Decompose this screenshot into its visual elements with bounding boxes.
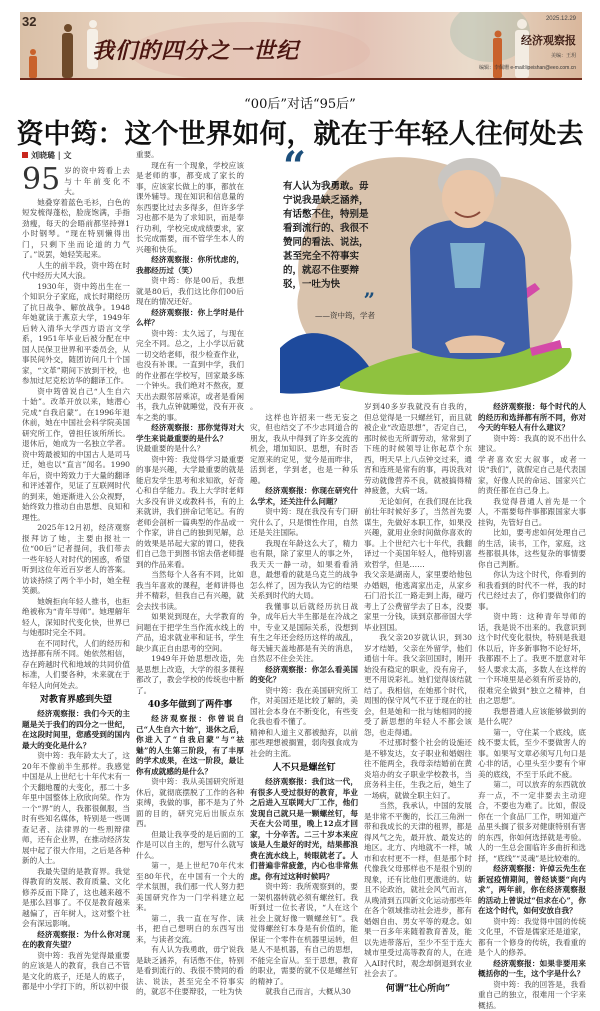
article-headline: 资中筠：这个世界如何，就在于年轻人往何处去 <box>0 112 600 151</box>
paragraph: 我觉得普通人首先是一个人，不需要每件事都跟国家大事挂钩，先管好自己。 <box>478 497 586 529</box>
paragraph: 我父亲是湖南人，家里要给他包办婚姻，他逃离家出走，从家乡石门沿长江一路走到上海，碰巧考上了公费留学去了日本，没要家里一分钱，读到京都帝国大学毕业回国。 <box>364 570 472 633</box>
paragraph: 资中筠：我所观察到的，要一架机器转就必须有螺丝钉。我听到过一位长者说，“人在这个社会上就好像一颗螺丝钉”。我觉得螺丝钉本身是有价值的，能保证一个零件在机器里运转，但是人不是机器，有自己的思想，不能完全盲从。至于思想，教育的职业，需要的就不仅是螺丝钉的精神了。 <box>250 882 358 987</box>
article-column-4 <box>364 402 472 998</box>
interview-question: 经济观察报：我们今天的主题是关于我们的四分之一世纪，在这段时间里，您感受到的国内最大的变化是什么？ <box>22 709 130 751</box>
paragraph: 资中筠：我的回答是，我看重自己的独立，很难用一个字来概括。 <box>478 980 586 1011</box>
section-heading: 40多年做到了两件事 <box>136 699 244 711</box>
paragraph: 资中筠：我从美国研究所退休后，就彻底摆脱了工作的各种束缚，我做的事，都不是为了外面的目的，研究完后出版点东西。 <box>136 777 244 830</box>
article-kicker: “00后”对话“95后” <box>0 93 600 112</box>
paragraph: 就我自己而言，大概从30 <box>250 987 358 998</box>
article-column-2 <box>136 150 244 998</box>
interview-question: 经济观察报：每个时代的人的经历和选择都有所不同，你对今天的年轻人有什么建议？ <box>478 402 586 434</box>
paragraph: 但最让我享受的是后面的工作是可以自主的，想写什么就写什么。 <box>136 830 244 862</box>
paragraph: 这样也许招来一些无妄之灾，但也结交了不少志同道合的朋友，我从中得到了许多交流的机会，增加知识、思想，有时否定原来的定见，觉今是而昨非，活到老，学到老，也是一种乐趣。 <box>250 413 358 487</box>
paragraph: 当然，我承认，中国的发展是非常不平衡的，长江三角洲一带和我成长的天津的租界，都是得风气之先，最开放、最发达的地区。北方、内地就不一样，城市和农村更不一样，但是那个时代像我父母那样也不是很个别的现象，还有比他们更激进的。姑且不论政治，就社会风气而言，从晚清到五四新文化运动那些年在各个领域推动社会进步，都有婚姻自由、男女平等的观念。如果一百多年来随着教育普及，能以先进带落后，至少不至于连大城市里受过高等教育的人，在进入AI时代时，观念却倒退到农业社会去了。 <box>364 801 472 980</box>
paragraph: 1930年，资中筠出生在一个知识分子家庭，成长时期经历了抗日战争、解放战争。1948年她就读于燕京大学，1949年后转入清华大学西方语言文学系，1951年毕业后被分配在中国人民保卫世界和平委员会，从事民间外交，随团访问几十个国家，“文革”期间下放到干校，也参加过尼克松访华的翻译工作。 <box>22 282 130 387</box>
paragraph: 我父亲20岁就认识，到30岁才结婚，父亲在外留学，他们通信十年。我父亲回国时，刚开始没有稳定的职业，没有房子，更不用说彩礼。她们觉得该结就结了。我相信，在她那个时代，周围的保守风气不亚于现在的社会，但是她和一批与她相同的接受了新思想的年轻人不都会该怨，也走得通。 <box>364 633 472 738</box>
interview-question: 经济观察报：你上学时是什么样？ <box>136 308 244 329</box>
paragraph: 资中筠：这种青年导师的话，我是说不出来的。我意识到这个时代变化很快，特别是我退休以后，许多新事物不论好坏，我都跟不上了。我更不愿意对年轻人要求太高，多数人在这样的一个环境里是必须有所妥协的，很难完全做到“独立之精神，自由之思想”。 <box>478 612 586 707</box>
art-editor: 美编：王玥 <box>551 52 576 59</box>
paragraph: 第二，可以放弃的东西就放弃一点，不一定非要去主动迎合，不要也为难了。比如，假设你在一个食品厂工作，明知道产品里头搁了很多对健康特别有害的东西，你如何选择就是考验。人的一生总会面临许多曲折和选择，“底线”“灵魂”是比较难的。 <box>478 780 586 864</box>
byline-text: 刘晓璐 | 文 <box>31 150 71 160</box>
interview-question: 经济观察报：许倬云先生在新冠疫情期间，曾经谈要“向内求”，两年前，你在经济观察报的活动上曾说过“但求在心”，你在这个时代，如何安放自我？ <box>478 864 586 917</box>
paragraph-continued: 重要。 <box>136 150 244 161</box>
paragraph: 资中筠：现在我没有专门研究什么了，只是惯性作用，自然还是关注国际。 <box>250 507 358 539</box>
paragraph: 说最重要的是什么？ <box>136 444 244 455</box>
paragraph: 无论如何，在我们现在比我前壮年时候好多了，当然首先要谋生，先做好本职工作，如果没兴趣，就用业余时间做你喜欢的事。上个世纪六七十年代，我翻译过一个美国年轻人，他特别喜欢哲学，但是…… <box>364 497 472 571</box>
interview-question: 经济观察报：为什么你对现在的教育失望？ <box>22 930 130 951</box>
paragraph-continued: 。 <box>250 402 358 413</box>
section-heading: 何谓“壮心所向” <box>364 983 472 995</box>
paragraph: 第一，守住某一个底线，底线不要太低，至少不要做害人的事。如果写文章必须写几句口是心非的话，心里头至少要有个审美的底线，不至于乐此不疲。 <box>478 728 586 781</box>
open-quote-icon: “ <box>283 150 375 180</box>
editor-credit: 编辑：李佩珊 e-mail:lipeishan@eeo.com.cn <box>479 64 576 71</box>
interview-question: 经济观察报：如果非要用来概括你的一生，这个字是什么？ <box>478 959 586 980</box>
paragraph: 资中筠：我首先觉得最重要的应该是人的教育，我自己不管是文化的底子，还是人的底子，都是中小学打下的，所以初中很 <box>22 951 130 993</box>
paragraph: 资中筠：我真的说不出什么建议。 <box>478 434 586 455</box>
paragraph: 如果说到现在，大学教育的问题在于把学生当作流水线上的产品，追求就业率和证书，学生缺少真正自由思考的空间。 <box>136 612 244 654</box>
paragraph: 她叠穿着蓝色毛衫，白色的短发梳得蓬松，脸庞饱满，手指劲瘦，每天的会晤前都坚持弹1小时钢琴。“现在特别懒得出门，只剩下坐而论道的力气了。”说罢，她轻笑起来。 <box>22 198 130 261</box>
paragraph: 第一，是上世纪70年代末至80年代，在中国有一个大的学术氛围，我们那一代人努力把美国研究作为一门学科建立起来。 <box>136 861 244 914</box>
article-column-3 <box>250 402 358 998</box>
section-banner <box>20 12 582 80</box>
interview-question: 经济观察报：那你觉得对大学生来说最重要的是什么？ <box>136 423 244 444</box>
paragraph: 不过那时整个社会的设施还是不够发达，女子职业和婚姻往往不能两全，我母亲结婚前在黄炎培办的女子职业学校教书，当庶务科主任，生我之后，她生了一场病，就做全职主妇了。 <box>364 738 472 801</box>
section-title: 我们的四分之一世纪 <box>92 34 299 65</box>
paragraph: 资中筠：我在美国研究所工作，对美国还是比较了解的，美国社会本身在不断变化，有些变化我也看不懂了。 <box>250 686 358 728</box>
pull-quote-attribution: ——资中筠，学者 <box>283 310 375 321</box>
paragraph: 资中筠：我年龄太大了，这20年不像前半生那样。我感觉中国是从上世纪七十年代末有一个天翻地覆的大变化，那二十多年里中国整体上欣欣向荣。作为一个“界”的人，我都很佩服，当时有些知名媒体，特别是一些调查记者、法律界的一些刑辩律师，还有企业界，在推动经济发展中起了很大作用，之后是各种新的人士。 <box>22 751 130 867</box>
interview-question: 经济观察报：你现在研究什么学术，还关注什么问题？ <box>250 486 358 507</box>
section-heading: 对教育界感到失望 <box>22 694 130 706</box>
article-column-5 <box>478 402 586 1011</box>
paragraph: 资中筠：我觉得中国的传统文化里，不管是儒家还是道家，都有一个修身的传统，我看重的是个人的修养。 <box>478 917 586 959</box>
paragraph: 有人认为我勇敢，毋宁说我是缺乏涵养，有话憋不住，特别是看到流行的、我很不赞同的看法、说法，甚至完全不符事实的，就忍不住要辩驳，一吐为快 <box>136 945 244 998</box>
paragraph: 学者喜欢宏大叙事，或者一说“我们”，就假定自己是代表国家，好像人民的命运、国家兴亡的责任都在自己身上。 <box>478 455 586 497</box>
interview-question: 经济观察报：我们这一代，有很多人受过很好的教育，毕业之后进入互联网大厂工作，他们发现自己就只是一颗螺丝钉，每天在大公司里，晚上12点才回家，十分辛苦。二三十岁本来应该是人生最好的时光，结果都浪费在流水线上，转眼就老了。人们普遍非常疲惫，内心也非常焦虑。你有过这种时候吗？ <box>250 777 358 882</box>
paragraph: 在不同时代，人们的经历和选择都有所不同。她依然相信，存在跨越时代和地域的共同价值标准，人们要各种，未来就在于年轻人向何处去。 <box>22 639 130 692</box>
paragraph: 岁的资中筠看上去与十年前变化不大。 <box>22 166 130 198</box>
paragraph: 资中筠：太久远了，与现在完全不同。总之，上小学以后就一切交给老师，很少检查作业，也没有补课。一直到中学，我们的作业都在学校写，回家最多练一个钟头。我们绝对不熬夜，夏天出去跟邻居乘凉，或者是看闲书，我九点钟就睡觉，没有开夜车之类的事。 <box>136 329 244 424</box>
paragraph: 我现在年龄这么大了，精力也有限，除了家里人的事之外，我天天一静一动，如果看看消息，最想看的就是乌克兰的战争怎么样了，因为我认为它的结果关系到时代的大局。 <box>250 539 358 602</box>
interview-question: 经济观察报：你怎么看美国的变化？ <box>250 665 358 686</box>
paragraph: 第二，我一直在写作、读书，把自己想明白的东西写出来，与读者交流。 <box>136 914 244 946</box>
article-column-1 <box>22 150 130 993</box>
close-quote-icon: ” <box>283 292 375 306</box>
paragraph: 资中筠曾说自己“人生自六十始”。改革开放以来，她潜心完成“自我启蒙”。在1996年退休前，她在中国社会科学院美国研究所工作，曾担任该所所长。退休后，她成为一名独立学者。资中筠最被知的中国古人是司马迁，她也以“直言”闻名。1990年后，资中筠致力于大量的翻译和评述著作，见证了互联网时代的到来，她逐渐进入公众视野，始终致力推动自由思想、良知和理性。 <box>22 387 130 524</box>
issue-date: 2025.12.29 <box>546 16 576 22</box>
pull-quote: 有人认为我勇敢。毋宁说我是缺乏涵养，有话憋不住，特别是看到流行的、我很不赞同的看法、说法，甚至完全不符事实的，就忍不住要辩驳，一吐为快 <box>283 180 375 292</box>
paragraph: 资中筠：你是00后，我想就是80后，我们这比你们00后现在的情况还好。 <box>136 276 244 308</box>
interview-question: 经济观察报：你曾说自己“人生自六十始”，退休之后，你进入了“自我启蒙”与“祛魅”的人生第三阶段，有了丰厚的学术成果，在这一阶段，最让你有成就感的是什么？ <box>136 714 244 777</box>
paragraph: 人生的前半段，资中筠在时代中经历大风大浪。 <box>22 261 130 282</box>
paragraph: 2025年12月初，经济观察报拜访了她，主要由报社一位“00后”记者提问，我们带去一些年轻人对时代的困惑，希望听到这位年近百岁老人的答案。访谈持续了两个半小时，她全程笑颜。 <box>22 523 130 597</box>
paragraph: 比如，要考虑如何处理自己的生活，读书，工作，家庭，这些都很具体，这些复杂的事情要你自己判断。 <box>478 528 586 570</box>
paragraph: 她婉拒向年轻人推书，也拒绝被称为“青年导师”。她理解年轻人，深知时代变化快，世界已与她那时完全不同。 <box>22 597 130 639</box>
newspaper-logo: 经济观察报 <box>521 32 576 48</box>
paragraph: 你认为这个时代，你看到的和我看到的时代不一样，我的时代已经过去了，你们要做你们的事。 <box>478 570 586 612</box>
paragraph: 我想普通人应该能够做到的是什么呢？ <box>478 707 586 728</box>
interview-question: 经济观察报：你所忧虑的，我都经历过（笑） <box>136 255 244 276</box>
paragraph: 资中筠：我觉得学习最重要的事是兴趣，大学最重要的就是能启发学生思考和求知欲，好奇心和自学能力。我上大学时老师大多没有讲义或教科书，有的上来就讲，我们拼命记笔记。有的老师会剖析一篇典型的作品或一个作家，讲自己的独到见解，总的效果是吊起大家的胃口，使我们自己急于到图书馆去借老师提到的作品来看。 <box>136 455 244 571</box>
section-heading: 人不只是螺丝钉 <box>250 762 358 774</box>
paragraph: 1949年开始思想改造，先是思想上改造，大学的很多课程都改了，教会学校的传统也中断了。 <box>136 654 244 696</box>
drop-cap: 95 <box>22 167 60 193</box>
paragraph: 我最失望的是教育界。我觉得教育的发展、教育质量、文化修养反而下降了，这也越来越不是那么回事了。不仅是教育越来越偏了，百年树人，这对整个社会有深远影响。 <box>22 867 130 930</box>
paragraph: 当然每个人各有不同，比如我当年喜欢的课程，老师讲得也并不精彩，但我自己有兴趣，就会去找书读。 <box>136 570 244 612</box>
paragraph: 我懂事以后就经历抗日战争，成年后大半生都是在冷战之中，专业又是国际关系，没想到有生之年还会经历这样的战乱，每天铺天盖地都是有关的消息，自然忍不住会关注。 <box>250 602 358 665</box>
page-number: 32 <box>22 14 36 29</box>
red-square-icon <box>22 152 28 158</box>
paragraph: 现在有一个现象，学校应该是老师的事，都变成了家长的事，应该家长做上的事，都放在课外辅导。现在知识和信息量的东西要比过去多得多，但许多学习也都不是为了求知识，而是奉行功利，学校完成成绩要求，家长完成需要，而不管学生本人的兴趣和快乐。 <box>136 161 244 256</box>
paragraph-continued: 岁到40多岁我就没有自我的，但总觉得是一只螺丝钉，而且就被企业“改造思想”，否定自己，那时候也无所谓劳动，常常到了下班的时候领导让你起草个东西，明天早上八点钟交过来，通宵和连班是常有的事，再说我对劳动就像营养不良，就被搞得精神疲惫，大病一场。 <box>364 402 472 497</box>
pull-quote-box <box>283 150 375 321</box>
byline <box>22 150 130 161</box>
paragraph: 精神和人道主义都被抛弃，以前那些理想被搁置，弱肉强食成为社会的主流。 <box>250 728 358 760</box>
